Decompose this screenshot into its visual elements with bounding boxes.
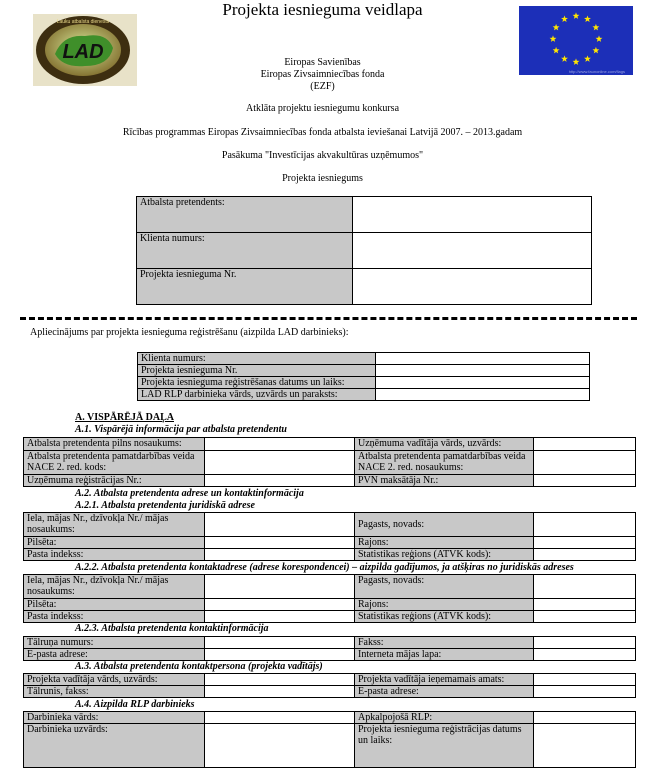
reg-officer-field[interactable] bbox=[376, 389, 590, 401]
reg-date-time-field[interactable] bbox=[376, 377, 590, 389]
contact-street-field[interactable] bbox=[205, 575, 355, 599]
application-number-field[interactable] bbox=[353, 269, 592, 305]
svg-text:Lauku atbalsta dienests: Lauku atbalsta dienests bbox=[56, 19, 110, 25]
contact-region-field[interactable] bbox=[534, 611, 636, 623]
page-title: Projekta iesnieguma veidlapa bbox=[222, 0, 423, 19]
registration-table bbox=[137, 352, 590, 401]
manager-name-field[interactable] bbox=[534, 438, 636, 451]
header-line1: Eiropas Savienības bbox=[284, 57, 361, 68]
reg-officer-label: LAD RLP darbinieka vārds, uzvārds un paraksts: bbox=[138, 389, 376, 401]
header-measure: Pasākuma "Investīcijas akvakultūras uzņēmumos" bbox=[221, 150, 424, 161]
contact-region-label: Statistikas reģions (ATVK kods): bbox=[355, 611, 534, 623]
officer-first-name-label: Darbinieka vārds: bbox=[24, 712, 205, 724]
a23-table bbox=[23, 636, 636, 661]
nace-name-label: Atbalsta pretendenta pamatdarbības veida NACE 2. red. nosaukums: bbox=[355, 451, 534, 475]
flag-watermark: http://www.faunonline.com/flags bbox=[568, 69, 625, 74]
full-name-field[interactable] bbox=[205, 438, 355, 451]
manager-name-label: Uzņēmuma vadītāja vārds, uzvārds: bbox=[355, 438, 534, 451]
flag-star-icon bbox=[592, 47, 599, 54]
flag-star-icon bbox=[550, 35, 557, 42]
reg-client-number-field[interactable] bbox=[376, 353, 590, 365]
legal-parish-field[interactable] bbox=[534, 513, 636, 537]
contact-postcode-field[interactable] bbox=[205, 611, 355, 623]
contact-postcode-label: Pasta indekss: bbox=[24, 611, 205, 623]
contact-parish-label: Pagasts, novads: bbox=[355, 575, 534, 599]
reg-client-number-label: Klienta numurs: bbox=[138, 353, 376, 365]
applicant-field[interactable] bbox=[353, 197, 592, 233]
application-number-label: Projekta iesnieguma Nr. bbox=[137, 269, 353, 305]
full-name-label: Atbalsta pretendenta pilns nosaukums: bbox=[24, 438, 205, 451]
email-label: E-pasta adrese: bbox=[24, 649, 205, 661]
a22-heading: A.2.2. Atbalsta pretendenta kontaktadrese (adrese korespondencei) – aizpilda gadījumos, ja atšķiras no juridiskās adreses bbox=[75, 562, 574, 573]
nace-code-label: Atbalsta pretendenta pamatdarbības veida NACE 2. red. kods: bbox=[24, 451, 205, 475]
flag-star-icon bbox=[553, 24, 560, 31]
flag-star-icon bbox=[553, 47, 560, 54]
contact-city-label: Pilsēta: bbox=[24, 599, 205, 611]
registration-heading: Apliecinājums par projekta iesnieguma reģistrēšanu (aizpilda LAD darbinieks): bbox=[30, 327, 349, 338]
pm-position-field[interactable] bbox=[534, 674, 636, 686]
flag-star-icon bbox=[592, 24, 599, 31]
flag-star-icon bbox=[573, 12, 580, 19]
officer-surname-label: Darbinieka uzvārds: bbox=[24, 724, 205, 768]
vat-number-label: PVN maksātāja Nr.: bbox=[355, 475, 534, 487]
fax-label: Fakss: bbox=[355, 637, 534, 649]
header-line2: Eiropas Zivsaimniecības fonda bbox=[260, 69, 385, 80]
a3-heading: A.3. Atbalsta pretendenta kontaktpersona (projekta vadītājs) bbox=[75, 661, 323, 672]
a21-table bbox=[23, 512, 636, 561]
legal-district-field[interactable] bbox=[534, 537, 636, 549]
pm-email-label: E-pasta adrese: bbox=[355, 686, 534, 698]
pm-name-label: Projekta vadītāja vārds, uzvārds: bbox=[24, 674, 205, 686]
reg-application-number-label: Projekta iesnieguma Nr. bbox=[138, 365, 376, 377]
registration-datetime-field[interactable] bbox=[534, 724, 636, 768]
section-a-heading: A. VISPĀRĒJĀ DAĻA bbox=[75, 412, 174, 423]
registration-datetime-label: Projekta iesnieguma reģistrācijas datums un laiks: bbox=[355, 724, 534, 768]
cut-line-divider bbox=[20, 317, 637, 320]
a4-heading: A.4. Aizpilda RLP darbinieks bbox=[75, 699, 195, 710]
pm-phone-label: Tālrunis, fakss: bbox=[24, 686, 205, 698]
applicant-table bbox=[136, 196, 592, 305]
serving-rlp-field[interactable] bbox=[534, 712, 636, 724]
pm-name-field[interactable] bbox=[205, 674, 355, 686]
header-line3: (EZF) bbox=[310, 81, 335, 92]
a4-table bbox=[23, 711, 636, 768]
reg-application-number-field[interactable] bbox=[376, 365, 590, 377]
a1-heading: A.1. Vispārējā informācija par atbalsta pretendentu bbox=[75, 424, 287, 435]
client-number-field[interactable] bbox=[353, 233, 592, 269]
phone-label: Tālruņa numurs: bbox=[24, 637, 205, 649]
flag-star-icon bbox=[596, 35, 603, 42]
officer-first-name-field[interactable] bbox=[205, 712, 355, 724]
applicant-label: Atbalsta pretendents: bbox=[137, 197, 353, 233]
legal-region-field[interactable] bbox=[534, 549, 636, 561]
a21-heading: A.2.1. Atbalsta pretendenta juridiskā adrese bbox=[75, 500, 255, 511]
header-contest: Atklāta projektu iesniegumu konkursa bbox=[245, 103, 400, 114]
nace-code-field[interactable] bbox=[205, 451, 355, 475]
flag-star-icon bbox=[584, 15, 591, 22]
a1-table bbox=[23, 437, 636, 487]
legal-city-field[interactable] bbox=[205, 537, 355, 549]
a23-heading: A.2.3. Atbalsta pretendenta kontaktinformācija bbox=[75, 623, 269, 634]
client-number-label: Klienta numurs: bbox=[137, 233, 353, 269]
website-label: Interneta mājas lapa: bbox=[355, 649, 534, 661]
legal-postcode-label: Pasta indekss: bbox=[24, 549, 205, 561]
contact-street-label: Iela, mājas Nr., dzīvokļa Nr./ mājas nosaukums: bbox=[24, 575, 205, 599]
nace-name-field[interactable] bbox=[534, 451, 636, 475]
email-field[interactable] bbox=[205, 649, 355, 661]
header-programme: Rīcības programmas Eiropas Zivsaimniecības fonda atbalsta ieviešanai Latvijā 2007. – 2013.gadam bbox=[122, 127, 523, 138]
contact-city-field[interactable] bbox=[205, 599, 355, 611]
header-application: Projekta iesniegums bbox=[282, 173, 363, 184]
pm-email-field[interactable] bbox=[534, 686, 636, 698]
vat-number-field[interactable] bbox=[534, 475, 636, 487]
reg-number-label: Uzņēmuma reģistrācijas Nr.: bbox=[24, 475, 205, 487]
legal-region-label: Statistikas reģions (ATVK kods): bbox=[355, 549, 534, 561]
legal-street-field[interactable] bbox=[205, 513, 355, 537]
legal-district-label: Rajons: bbox=[355, 537, 534, 549]
officer-surname-field[interactable] bbox=[205, 724, 355, 768]
fax-field[interactable] bbox=[534, 637, 636, 649]
contact-district-field[interactable] bbox=[534, 599, 636, 611]
pm-phone-field[interactable] bbox=[205, 686, 355, 698]
legal-parish-label: Pagasts, novads: bbox=[355, 513, 534, 537]
legal-street-label: Iela, mājas Nr., dzīvokļa Nr./ mājas nosaukums: bbox=[24, 513, 205, 537]
logo-text: LAD bbox=[62, 41, 104, 63]
contact-parish-field[interactable] bbox=[534, 575, 636, 599]
reg-number-field[interactable] bbox=[205, 475, 355, 487]
a3-table bbox=[23, 673, 636, 698]
reg-date-time-label: Projekta iesnieguma reģistrēšanas datums un laiks: bbox=[138, 377, 376, 389]
a22-table bbox=[23, 574, 636, 623]
legal-postcode-field[interactable] bbox=[205, 549, 355, 561]
phone-field[interactable] bbox=[205, 637, 355, 649]
a2-heading: A.2. Atbalsta pretendenta adrese un kontaktinformācija bbox=[75, 488, 304, 499]
contact-district-label: Rajons: bbox=[355, 599, 534, 611]
flag-star-icon bbox=[561, 15, 568, 22]
serving-rlp-label: Apkalpojošā RLP: bbox=[355, 712, 534, 724]
website-field[interactable] bbox=[534, 649, 636, 661]
legal-city-label: Pilsēta: bbox=[24, 537, 205, 549]
pm-position-label: Projekta vadītāja ieņemamais amats: bbox=[355, 674, 534, 686]
